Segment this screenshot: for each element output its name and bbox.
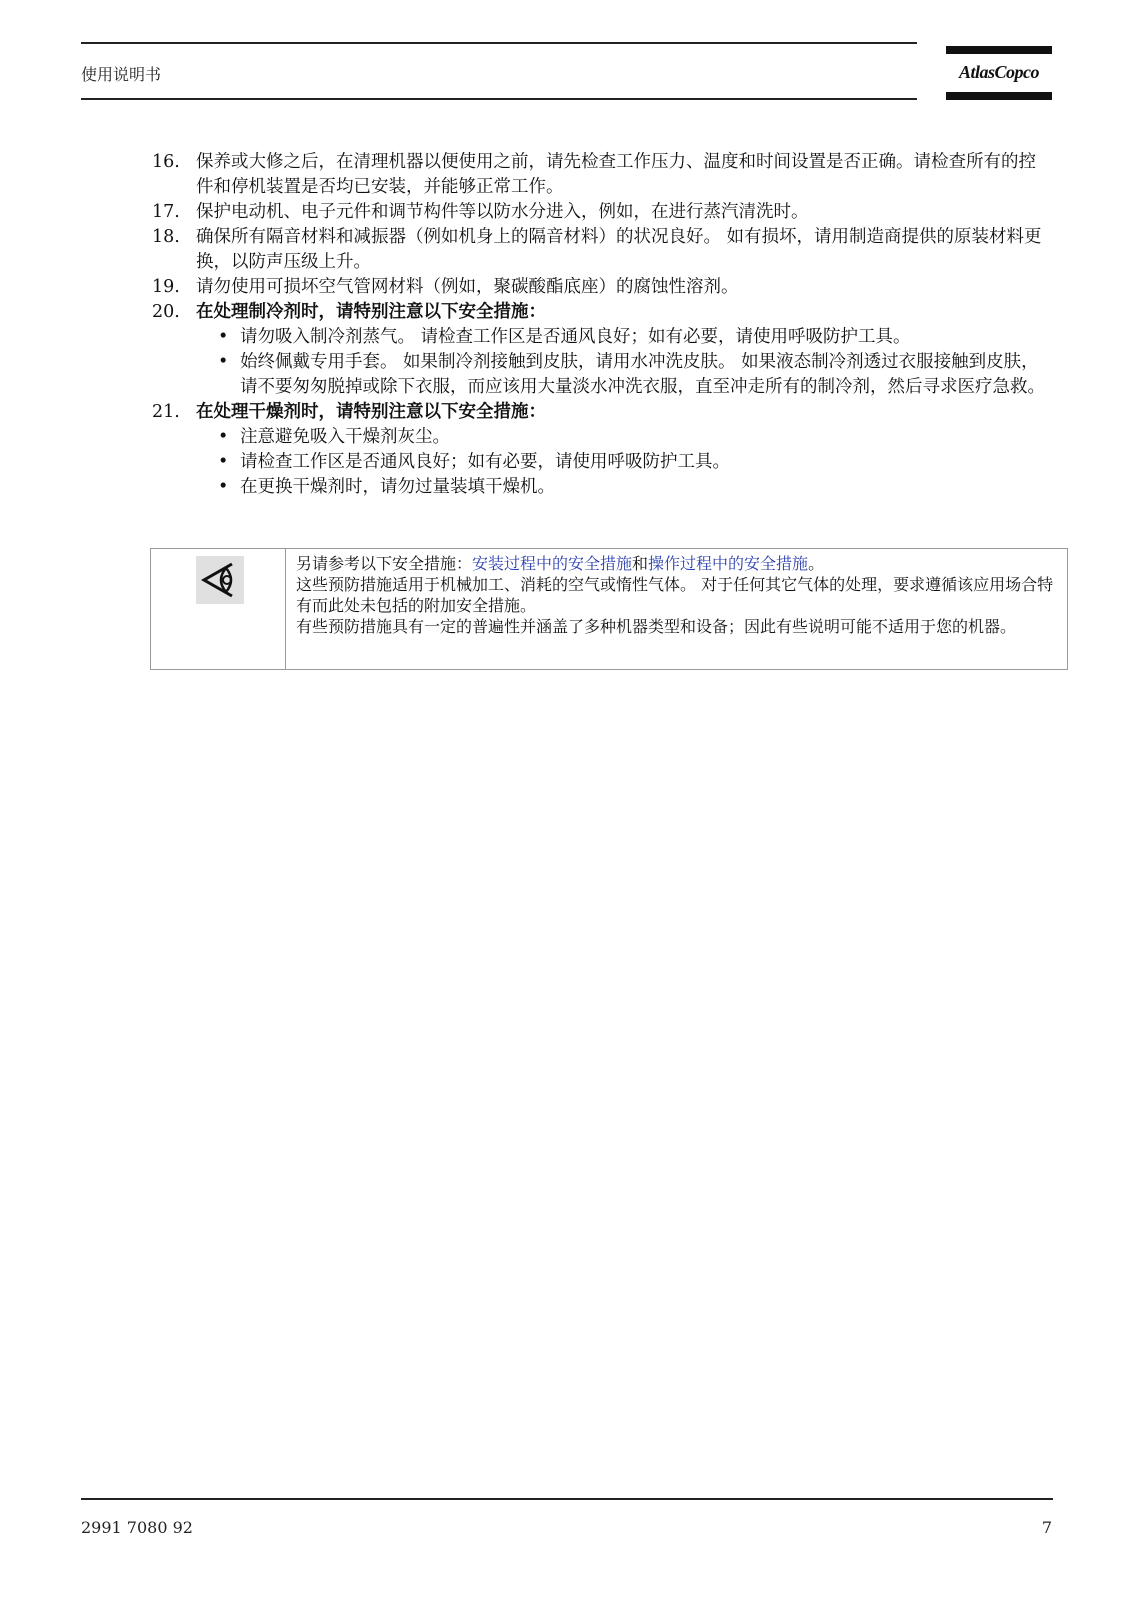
- refrigerant-bullet-list: [218, 325, 1072, 400]
- bullet-item: [218, 350, 1072, 400]
- installation-safety-link[interactable]: 安装过程中的安全措施: [472, 554, 633, 573]
- note-conjunction: 和: [632, 554, 649, 573]
- logo-bottom-bar: [946, 92, 1052, 100]
- logo-top-bar: [946, 46, 1052, 54]
- note-paragraph-3: 有些预防措施具有一定的普遍性并涵盖了多种机器类型和设备；因此有些说明可能不适用于您的机器。: [296, 617, 1017, 636]
- bullet-item: [218, 450, 1072, 475]
- list-item-17: [152, 200, 1072, 225]
- note-end: 。: [808, 554, 825, 573]
- note-intro: 另请参考以下安全措施：: [296, 554, 473, 573]
- operation-safety-link[interactable]: 操作过程中的安全措施: [648, 554, 809, 573]
- bullet-icon: •: [218, 352, 229, 372]
- item-heading: 在处理制冷剂时，请特别注意以下安全措施：: [196, 302, 546, 322]
- bullet-text: 在更换干燥剂时，请勿过量装填干燥机。: [240, 477, 555, 497]
- item-number: 20.: [152, 302, 180, 322]
- eye-icon: [196, 556, 244, 604]
- item-text: 确保所有隔音材料和减振器（例如机身上的隔音材料）的状况良好。 如有损坏，请用制造商提供的原装材料更换，以防声压级上升。: [196, 227, 1042, 272]
- bullet-item: [218, 475, 1072, 500]
- bullet-icon: •: [218, 327, 229, 347]
- bullet-item: [218, 325, 1072, 350]
- note-reference-line: [296, 553, 1061, 574]
- header-top-rule: [81, 42, 917, 44]
- bullet-icon: •: [218, 427, 229, 447]
- item-text: 保养或大修之后，在清理机器以便使用之前，请先检查工作压力、温度和时间设置是否正确。请检查所有的控件和停机装置是否均已安装，并能够正常工作。: [196, 152, 1036, 197]
- note-text: [286, 549, 1067, 669]
- safety-list: [152, 150, 1072, 500]
- note-icon-cell: [151, 549, 286, 669]
- page-number: 7: [1041, 1518, 1052, 1537]
- document-number: 2991 7080 92: [81, 1518, 193, 1537]
- desiccant-bullet-list: [218, 425, 1072, 500]
- item-text: 请勿使用可损坏空气管网材料（例如，聚碳酸酯底座）的腐蚀性溶剂。: [196, 277, 739, 297]
- header-bottom-rule: [81, 98, 917, 100]
- item-number: 16.: [152, 152, 180, 172]
- list-item-16: [152, 150, 1072, 200]
- bullet-icon: •: [218, 477, 229, 497]
- bullet-text: 始终佩戴专用手套。 如果制冷剂接触到皮肤，请用水冲洗皮肤。 如果液态制冷剂透过衣服接触到皮肤，请不要匆匆脱掉或除下衣服，而应该用大量淡水冲洗衣服，直至冲走所有的制冷剂，然后寻求医疗急救。: [240, 352, 1045, 397]
- item-number: 19.: [152, 277, 180, 297]
- item-number: 18.: [152, 227, 180, 247]
- bullet-text: 请检查工作区是否通风良好；如有必要，请使用呼吸防护工具。: [240, 452, 730, 472]
- note-box: [150, 548, 1068, 670]
- list-item-18: [152, 225, 1072, 275]
- footer-rule: [81, 1498, 1053, 1500]
- note-paragraph-2: 这些预防措施适用于机械加工、消耗的空气或惰性气体。 对于任何其它气体的处理，要求遵循该应用场合特有而此处未包括的附加安全措施。: [296, 575, 1054, 615]
- atlas-copco-logo: [946, 46, 1052, 100]
- bullet-text: 请勿吸入制冷剂蒸气。 请检查工作区是否通风良好；如有必要，请使用呼吸防护工具。: [240, 327, 911, 347]
- list-item-21: [152, 400, 1072, 425]
- bullet-icon: •: [218, 452, 229, 472]
- item-number: 21.: [152, 402, 180, 422]
- logo-wordmark: AtlasCopco: [958, 62, 1039, 82]
- list-item-20: [152, 300, 1072, 325]
- bullet-item: [218, 425, 1072, 450]
- document-type-title: 使用说明书: [81, 65, 162, 84]
- item-text: 保护电动机、电子元件和调节构件等以防水分进入，例如，在进行蒸汽清洗时。: [196, 202, 809, 222]
- item-heading: 在处理干燥剂时，请特别注意以下安全措施：: [196, 402, 546, 422]
- bullet-text: 注意避免吸入干燥剂灰尘。: [240, 427, 450, 447]
- item-number: 17.: [152, 202, 180, 222]
- list-item-19: [152, 275, 1072, 300]
